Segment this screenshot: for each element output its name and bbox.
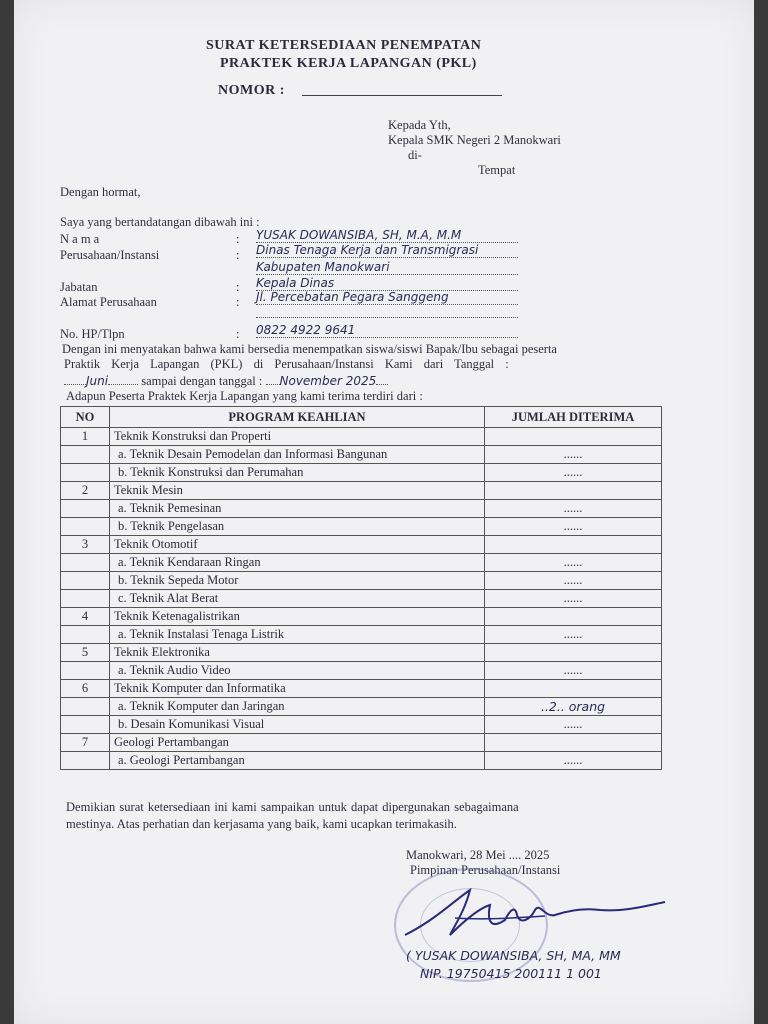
row-jumlah (485, 536, 662, 554)
row-program: Teknik Konstruksi dan Properti (110, 428, 485, 446)
row-no (61, 464, 110, 482)
row-program: Teknik Komputer dan Informatika (110, 680, 485, 698)
table-row (61, 626, 662, 644)
colon: : (236, 295, 240, 309)
row-jumlah (485, 734, 662, 752)
table-row (61, 572, 662, 590)
table-header-row (61, 407, 662, 428)
to-date: November 2025 (279, 374, 377, 388)
row-program: a. Geologi Pertambangan (110, 752, 485, 770)
field-label-alamat: Alamat Perusahaan (60, 295, 157, 309)
program-table (60, 406, 662, 770)
table-row (61, 752, 662, 770)
nomor-line (302, 95, 502, 96)
intro-text: Saya yang bertandatangan dibawah ini : (60, 215, 260, 229)
recipient-line-2: Kepala SMK Negeri 2 Manokwari (388, 133, 561, 147)
row-jumlah: ...... (485, 662, 662, 680)
row-no (61, 518, 110, 536)
recipient-line-1: Kepada Yth, (388, 118, 451, 132)
row-program: Teknik Mesin (110, 482, 485, 500)
table-row (61, 644, 662, 662)
row-no: 6 (61, 680, 110, 698)
row-jumlah (485, 680, 662, 698)
table-row (61, 590, 662, 608)
field-label-hp: No. HP/Tlpn (60, 327, 125, 341)
table-row (61, 500, 662, 518)
row-program: a. Teknik Desain Pemodelan dan Informasi Bangunan (110, 446, 485, 464)
table-row (61, 428, 662, 446)
table-row (61, 734, 662, 752)
statement-line-4: Adapun Peserta Praktek Kerja Lapangan yang kami terima terdiri dari : (66, 389, 423, 403)
row-program: Teknik Ketenagalistrikan (110, 608, 485, 626)
greeting: Dengan hormat, (60, 185, 141, 199)
table-row (61, 662, 662, 680)
colon: : (236, 280, 240, 294)
row-jumlah: ...... (485, 716, 662, 734)
row-jumlah: ...... (485, 464, 662, 482)
from-date: Juni (86, 374, 109, 388)
field-value-nama: YUSAK DOWANSIBA, SH, M.A, M.M (256, 228, 518, 243)
field-value-alamat: Jl. Percebatan Pegara Sanggeng (256, 290, 518, 305)
statement-line-3 (64, 374, 388, 389)
row-jumlah: ...... (485, 752, 662, 770)
field-label-jabatan: Jabatan (60, 280, 98, 294)
row-jumlah (485, 428, 662, 446)
table-row (61, 464, 662, 482)
row-no (61, 698, 110, 716)
row-program: b. Teknik Pengelasan (110, 518, 485, 536)
header-program: PROGRAM KEAHLIAN (110, 407, 485, 428)
row-jumlah: ...... (485, 572, 662, 590)
row-no: 4 (61, 608, 110, 626)
statement-line-2: Praktik Kerja Lapangan (PKL) di Perusahaan/Instansi Kami dari Tanggal : (64, 357, 509, 371)
closing-line-1: Demikian surat ketersediaan ini kami sampaikan untuk dapat dipergunakan sebagaimana (66, 800, 519, 814)
field-label-instansi: Perusahaan/Instansi (60, 248, 160, 262)
signer-nip: NIP. 19750415 200111 1 001 (420, 966, 602, 981)
row-program: a. Teknik Kendaraan Ringan (110, 554, 485, 572)
title-line-1: SURAT KETERSEDIAAN PENEMPATAN (206, 38, 482, 53)
alamat-extra-line (256, 316, 518, 318)
signer-role: Pimpinan Perusahaan/Instansi (410, 863, 561, 877)
row-program: a. Teknik Instalasi Tenaga Listrik (110, 626, 485, 644)
row-program: c. Teknik Alat Berat (110, 590, 485, 608)
colon: : (236, 248, 240, 262)
title-line-2: PRAKTEK KERJA LAPANGAN (PKL) (220, 56, 477, 71)
signer-name: ( YUSAK DOWANSIBA, SH, MA, MM (406, 948, 621, 963)
row-no: 7 (61, 734, 110, 752)
table-row (61, 482, 662, 500)
table-row (61, 608, 662, 626)
colon: : (236, 327, 240, 341)
row-program: b. Teknik Sepeda Motor (110, 572, 485, 590)
row-no (61, 626, 110, 644)
field-value-hp: 0822 4922 9641 (256, 323, 518, 338)
table-row (61, 554, 662, 572)
row-jumlah: ...... (485, 500, 662, 518)
header-no: NO (61, 407, 110, 428)
table-row (61, 698, 662, 716)
row-jumlah: ...... (485, 590, 662, 608)
colon: : (236, 232, 240, 246)
row-jumlah: ..2.. orang (485, 698, 662, 716)
statement-mid: sampai dengan tanggal : (141, 374, 263, 388)
row-no (61, 752, 110, 770)
row-jumlah: ...... (485, 554, 662, 572)
row-jumlah: ...... (485, 446, 662, 464)
table-row (61, 536, 662, 554)
row-program: a. Teknik Audio Video (110, 662, 485, 680)
field-value-instansi: Dinas Tenaga Kerja dan Transmigrasi (256, 243, 518, 258)
row-no (61, 500, 110, 518)
row-no (61, 554, 110, 572)
table-row (61, 518, 662, 536)
place-date: Manokwari, 28 Mei .... 2025 (406, 848, 550, 862)
table-row (61, 680, 662, 698)
row-no (61, 590, 110, 608)
row-program: Teknik Otomotif (110, 536, 485, 554)
header-jumlah: JUMLAH DITERIMA (485, 407, 662, 428)
row-no: 2 (61, 482, 110, 500)
row-jumlah (485, 482, 662, 500)
row-no: 1 (61, 428, 110, 446)
field-value-jabatan: Kepala Dinas (256, 276, 518, 291)
row-jumlah (485, 608, 662, 626)
row-no (61, 446, 110, 464)
row-jumlah: ...... (485, 626, 662, 644)
row-no (61, 662, 110, 680)
row-program: a. Teknik Komputer dan Jaringan (110, 698, 485, 716)
row-no (61, 716, 110, 734)
row-no: 5 (61, 644, 110, 662)
table-body (61, 428, 662, 770)
row-no (61, 572, 110, 590)
field-value-instansi-2: Kabupaten Manokwari (256, 260, 518, 275)
row-program: b. Teknik Konstruksi dan Perumahan (110, 464, 485, 482)
closing-line-2: mestinya. Atas perhatian dan kerjasama yang baik, kami ucapkan terimakasih. (66, 817, 457, 831)
row-program: a. Teknik Pemesinan (110, 500, 485, 518)
row-program: Geologi Pertambangan (110, 734, 485, 752)
nomor-label: NOMOR : (218, 83, 285, 98)
row-no: 3 (61, 536, 110, 554)
field-label-nama: N a m a (60, 232, 100, 246)
recipient-line-4: Tempat (478, 163, 516, 177)
row-program: Teknik Elektronika (110, 644, 485, 662)
row-program: b. Desain Komunikasi Visual (110, 716, 485, 734)
table-row (61, 446, 662, 464)
handwritten-signature (395, 880, 675, 950)
statement-line-1: Dengan ini menyatakan bahwa kami bersedia menempatkan siswa/siswi Bapak/Ibu sebagai peserta (62, 342, 557, 356)
recipient-line-3: di- (408, 148, 422, 162)
row-jumlah: ...... (485, 518, 662, 536)
table-row (61, 716, 662, 734)
row-jumlah (485, 644, 662, 662)
